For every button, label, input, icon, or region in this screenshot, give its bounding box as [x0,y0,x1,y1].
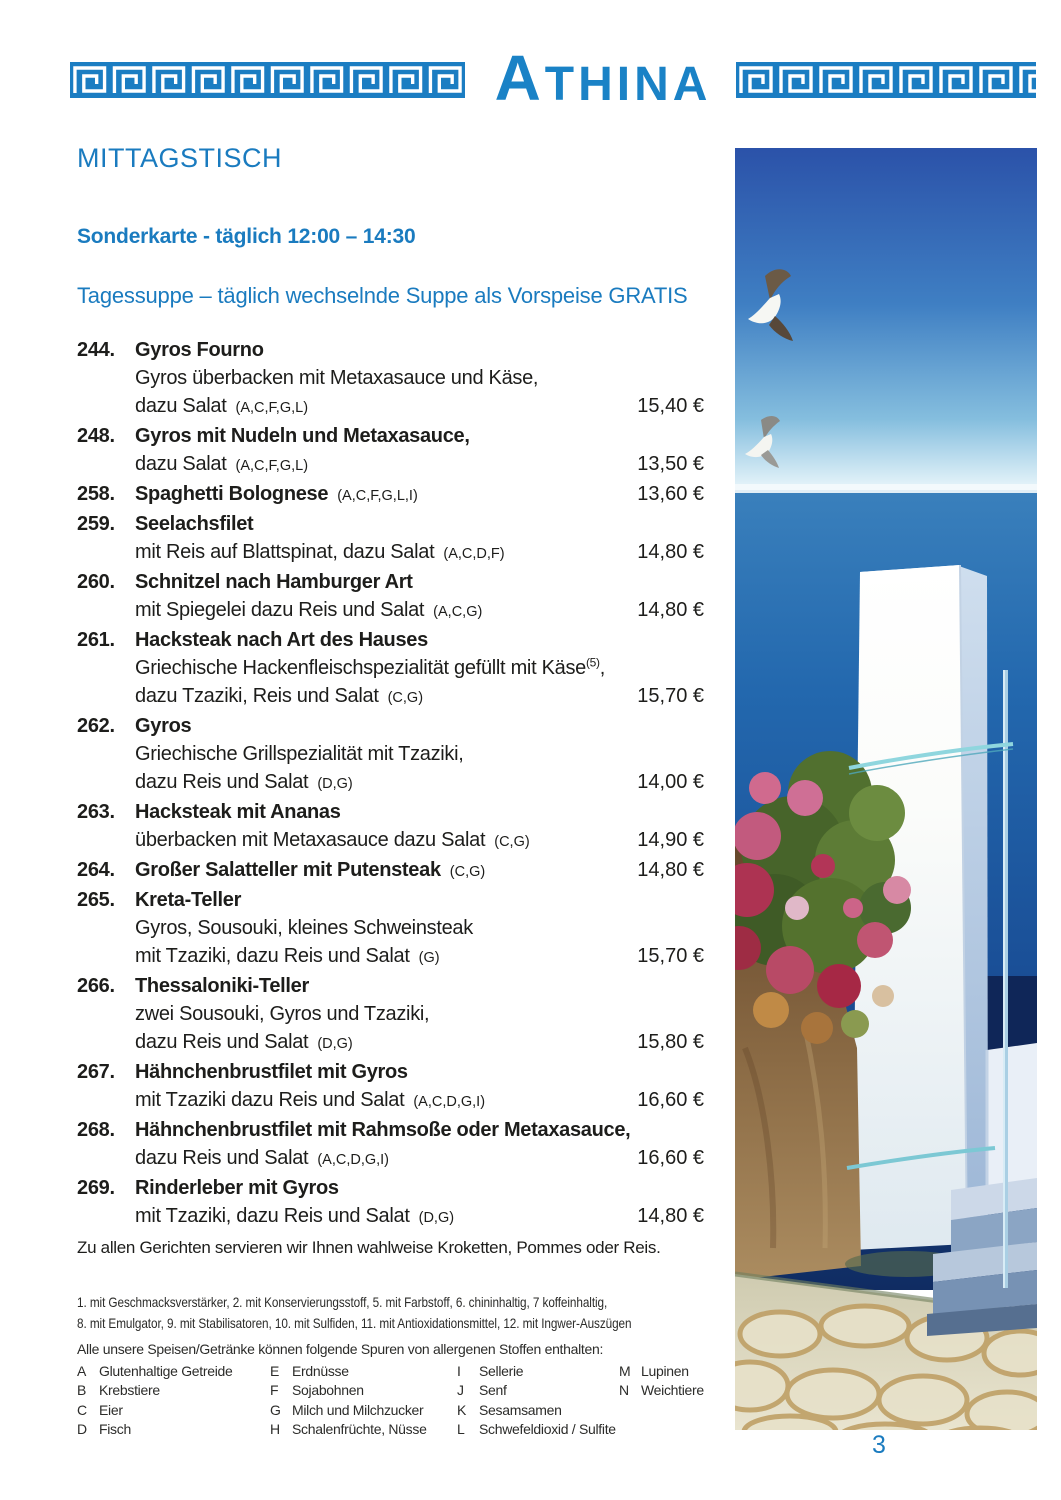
allergen-entry [270,1362,349,1382]
item-allergens: (A,C,F,G,L) [235,458,309,474]
item-header [77,568,704,596]
item-number: 263. [77,801,115,823]
menu-item [77,972,704,1058]
allergen-label: Erdnüsse [292,1362,349,1379]
item-title: Hähnchenbrustfilet mit Rahmsoße oder Metaxasauce, [135,1119,631,1141]
item-price: 14,80 € [637,541,704,563]
allergen-row [77,1420,616,1440]
item-description: mit Spiegelei dazu Reis und Salat (A,C,G) 14,80 € [77,596,704,626]
allergen-label: Schwefeldioxid / Sulfite [479,1421,616,1437]
allergen-entry [619,1362,689,1382]
page-title: MITTAGSTISCH [77,143,282,173]
item-title: Thessaloniki-Teller [135,975,309,997]
flower-bush [735,751,911,1044]
menu-item [77,336,704,422]
allergen-label: Fisch [99,1421,131,1437]
item-number: 267. [77,1061,115,1083]
item-title: Hähnchenbrustfilet mit Gyros [135,1061,408,1083]
menu-item [77,1058,704,1116]
item-title: Rinderleber mit Gyros [135,1177,339,1199]
item-allergens: (C,G) [387,690,424,706]
item-allergens: (G) [418,950,440,966]
item-allergens: (D,G) [317,776,353,792]
item-title: Hacksteak nach Art des Hauses [135,629,428,651]
menu-item [77,422,704,480]
allergen-entry [457,1362,523,1382]
item-header [77,1058,704,1086]
item-allergens: (A,C,F,G,L,I) [337,488,418,504]
item-header [77,972,704,1000]
item-allergens: (C,G) [494,834,530,850]
item-description: mit Tzaziki, dazu Reis und Salat (D,G) 14,80 € [77,1202,704,1232]
item-allergens: (A,C,D,F) [443,546,505,562]
additives-line: 1. mit Geschmacksverstärker, 2. mit Konservierungsstoff, 5. mit Farbstoff, 6. chininhaltig, 7 koffeinhaltig, [77,1294,608,1310]
allergen-entry [457,1420,616,1440]
item-number: 268. [77,1119,115,1141]
allergen-section [77,1340,704,1440]
item-number: 244. [77,339,115,361]
sides-note: Zu allen Gerichten servieren wir Ihnen wahlweise Kroketten, Pommes oder Reis. [77,1238,661,1257]
horizon [735,484,1037,493]
allergen-code: G [270,1401,281,1418]
menu-item [77,1116,704,1174]
allergen-code: H [270,1421,280,1437]
item-title: Kreta-Teller [135,889,242,911]
item-header [77,1174,704,1202]
item-header [77,422,704,450]
menu-item [77,480,704,510]
allergen-row [77,1362,689,1382]
allergen-table [77,1362,704,1440]
item-title: Gyros [135,715,192,737]
item-allergens: (D,G) [418,1210,455,1226]
item-title: Großer Salatteller mit Putensteak [135,859,441,881]
allergen-entry [77,1401,123,1421]
allergen-label: Milch und Milchzucker [292,1401,424,1418]
item-header [77,626,704,654]
menu-list [77,336,704,1232]
allergen-label: Lupinen [641,1362,689,1379]
item-header [77,1116,704,1144]
item-price: 14,80 € [637,1205,704,1227]
item-number: 260. [77,571,115,593]
item-allergens: (D,G) [317,1036,353,1052]
allergen-code: C [77,1401,87,1418]
item-header [77,712,704,740]
item-number: 261. [77,629,115,651]
additives-line: 8. mit Emulgator, 9. mit Stabilisatoren, 10. mit Sulfiden, 11. mit Antioxidationsmittel, 12. mit Ingwer-Auszügen [77,1315,632,1331]
allergen-entry [77,1362,233,1382]
allergen-code: J [457,1382,464,1398]
item-header [77,510,704,538]
menu-item [77,626,704,712]
item-price: 14,00 € [637,771,704,793]
item-price: 16,60 € [637,1147,704,1169]
item-description: zwei Sousouki, Gyros und Tzaziki, [135,1003,430,1025]
allergen-entry [270,1381,364,1401]
item-title: Hacksteak mit Ananas [135,801,341,823]
item-number: 269. [77,1177,115,1199]
allergen-code: E [270,1362,280,1379]
item-title: Seelachsfilet [135,513,254,535]
item-title: Schnitzel nach Hamburger Art [135,571,413,593]
item-number: 259. [77,513,115,535]
allergen-code: B [77,1382,87,1398]
item-description: Gyros überbacken mit Metaxasauce und Käse, [135,367,539,389]
allergen-entry [457,1401,562,1421]
logo-text: THINA [544,58,712,111]
item-allergens: (A,C,F,G,L) [235,400,309,416]
allergen-entry [457,1381,507,1401]
allergen-code: M [619,1362,631,1379]
allergen-label: Weichtiere [641,1382,704,1398]
menu-item [77,510,704,568]
allergen-label: Senf [479,1382,507,1398]
item-price: 13,60 € [637,483,704,505]
allergen-label: Schalenfrüchte, Nüsse [292,1421,427,1437]
item-description: mit Tzaziki dazu Reis und Salat (A,C,D,G,I) 16,60 € [77,1086,704,1116]
item-title: Gyros mit Nudeln und Metaxasauce, [135,425,470,447]
item-description: Griechische Hackenfleischspezialität gefüllt mit Käse$^{(5)}$, [135,655,606,679]
allergen-code: F [270,1382,279,1398]
item-price: 14,80 € [637,599,704,621]
allergen-row [77,1381,704,1401]
item-price: 15,70 € [637,945,704,967]
item-number: 258. [77,483,115,505]
item-number: 262. [77,715,115,737]
item-title: Spaghetti Bolognese [135,483,329,505]
allergen-code: I [457,1362,461,1379]
restaurant-logo [468,42,738,114]
item-header [77,480,704,510]
santorini-painting [735,148,1037,1430]
item-price: 14,80 € [637,859,704,881]
item-header [77,336,704,364]
soup-note: Tagessuppe – täglich wechselnde Suppe als Vorspeise GRATIS [77,283,688,308]
item-number: 265. [77,889,115,911]
item-header [77,798,704,826]
allergen-row [77,1401,603,1421]
allergen-code: A [77,1362,87,1379]
item-number: 264. [77,859,115,881]
allergen-label: Glutenhaltige Getreide [99,1362,233,1379]
subtitle: Sonderkarte - täglich 12:00 – 14:30 [77,225,416,248]
allergen-code: L [457,1421,465,1437]
allergen-label: Sojabohnen [292,1382,364,1398]
additives-note [77,1292,631,1334]
allergen-entry [270,1420,427,1440]
allergen-label: Krebstiere [99,1382,160,1398]
item-header [77,886,704,914]
menu-item [77,886,704,972]
allergen-code: K [457,1401,467,1418]
item-allergens: (C,G) [449,864,486,880]
allergen-entry [619,1381,704,1401]
allergen-label: Sellerie [479,1362,524,1379]
item-price: 15,80 € [637,1031,704,1053]
item-allergens: (A,C,D,G,I) [413,1094,486,1110]
item-description: Gyros, Sousouki, kleines Schweinsteak [135,917,473,939]
item-description: dazu Salat (A,C,F,G,L) 13,50 € [77,450,704,480]
allergen-label: Eier [99,1401,123,1418]
item-description: mit Reis auf Blattspinat, dazu Salat (A,C,D,F) 14,80 € [77,538,704,568]
pole [1003,670,1008,1288]
page-number: 3 [872,1431,886,1459]
menu-item [77,1174,704,1232]
allergen-label: Sesamsamen [479,1401,562,1418]
menu-item [77,856,704,886]
item-description: dazu Reis und Salat (D,G) 15,80 € [77,1028,704,1058]
item-price: 14,90 € [637,829,704,851]
menu-item [77,798,704,856]
menu-item [77,712,704,798]
allergen-code: D [77,1421,87,1437]
item-description: dazu Reis und Salat (A,C,D,G,I) 16,60 € [77,1144,704,1174]
logo-letter: A [494,42,545,114]
menu-item [77,568,704,626]
item-allergens: (A,C,G) [433,604,483,620]
item-number: 266. [77,975,115,997]
item-allergens: (A,C,D,G,I) [317,1152,390,1168]
item-description: mit Tzaziki, dazu Reis und Salat (G) 15,70 € [77,942,704,972]
item-number: 248. [77,425,115,447]
item-description: dazu Salat (A,C,F,G,L) 15,40 € [77,392,704,422]
item-description: Griechische Grillspezialität mit Tzaziki, [135,743,464,765]
greek-key-border-right [736,62,1036,98]
item-price: 15,70 € [637,685,704,707]
item-description: überbacken mit Metaxasauce dazu Salat (C,G) 14,90 € [77,826,704,856]
item-title: Gyros Fourno [135,339,264,361]
allergen-entry [270,1401,423,1421]
footnote-marker: (5) [585,655,600,670]
allergen-code: N [619,1382,629,1398]
item-description: dazu Reis und Salat (D,G) 14,00 € [77,768,704,798]
greek-key-border-left [70,62,465,98]
item-description: dazu Tzaziki, Reis und Salat (C,G) 15,70 € [77,682,704,712]
item-header [77,856,704,886]
item-price: 16,60 € [637,1089,704,1111]
allergen-entry [77,1381,160,1401]
allergen-entry [77,1420,131,1440]
allergen-heading: Alle unsere Speisen/Getränke können folgende Spuren von allergenen Stoffen enthalten: [77,1341,604,1357]
item-price: 15,40 € [637,395,704,417]
item-price: 13,50 € [637,453,704,475]
